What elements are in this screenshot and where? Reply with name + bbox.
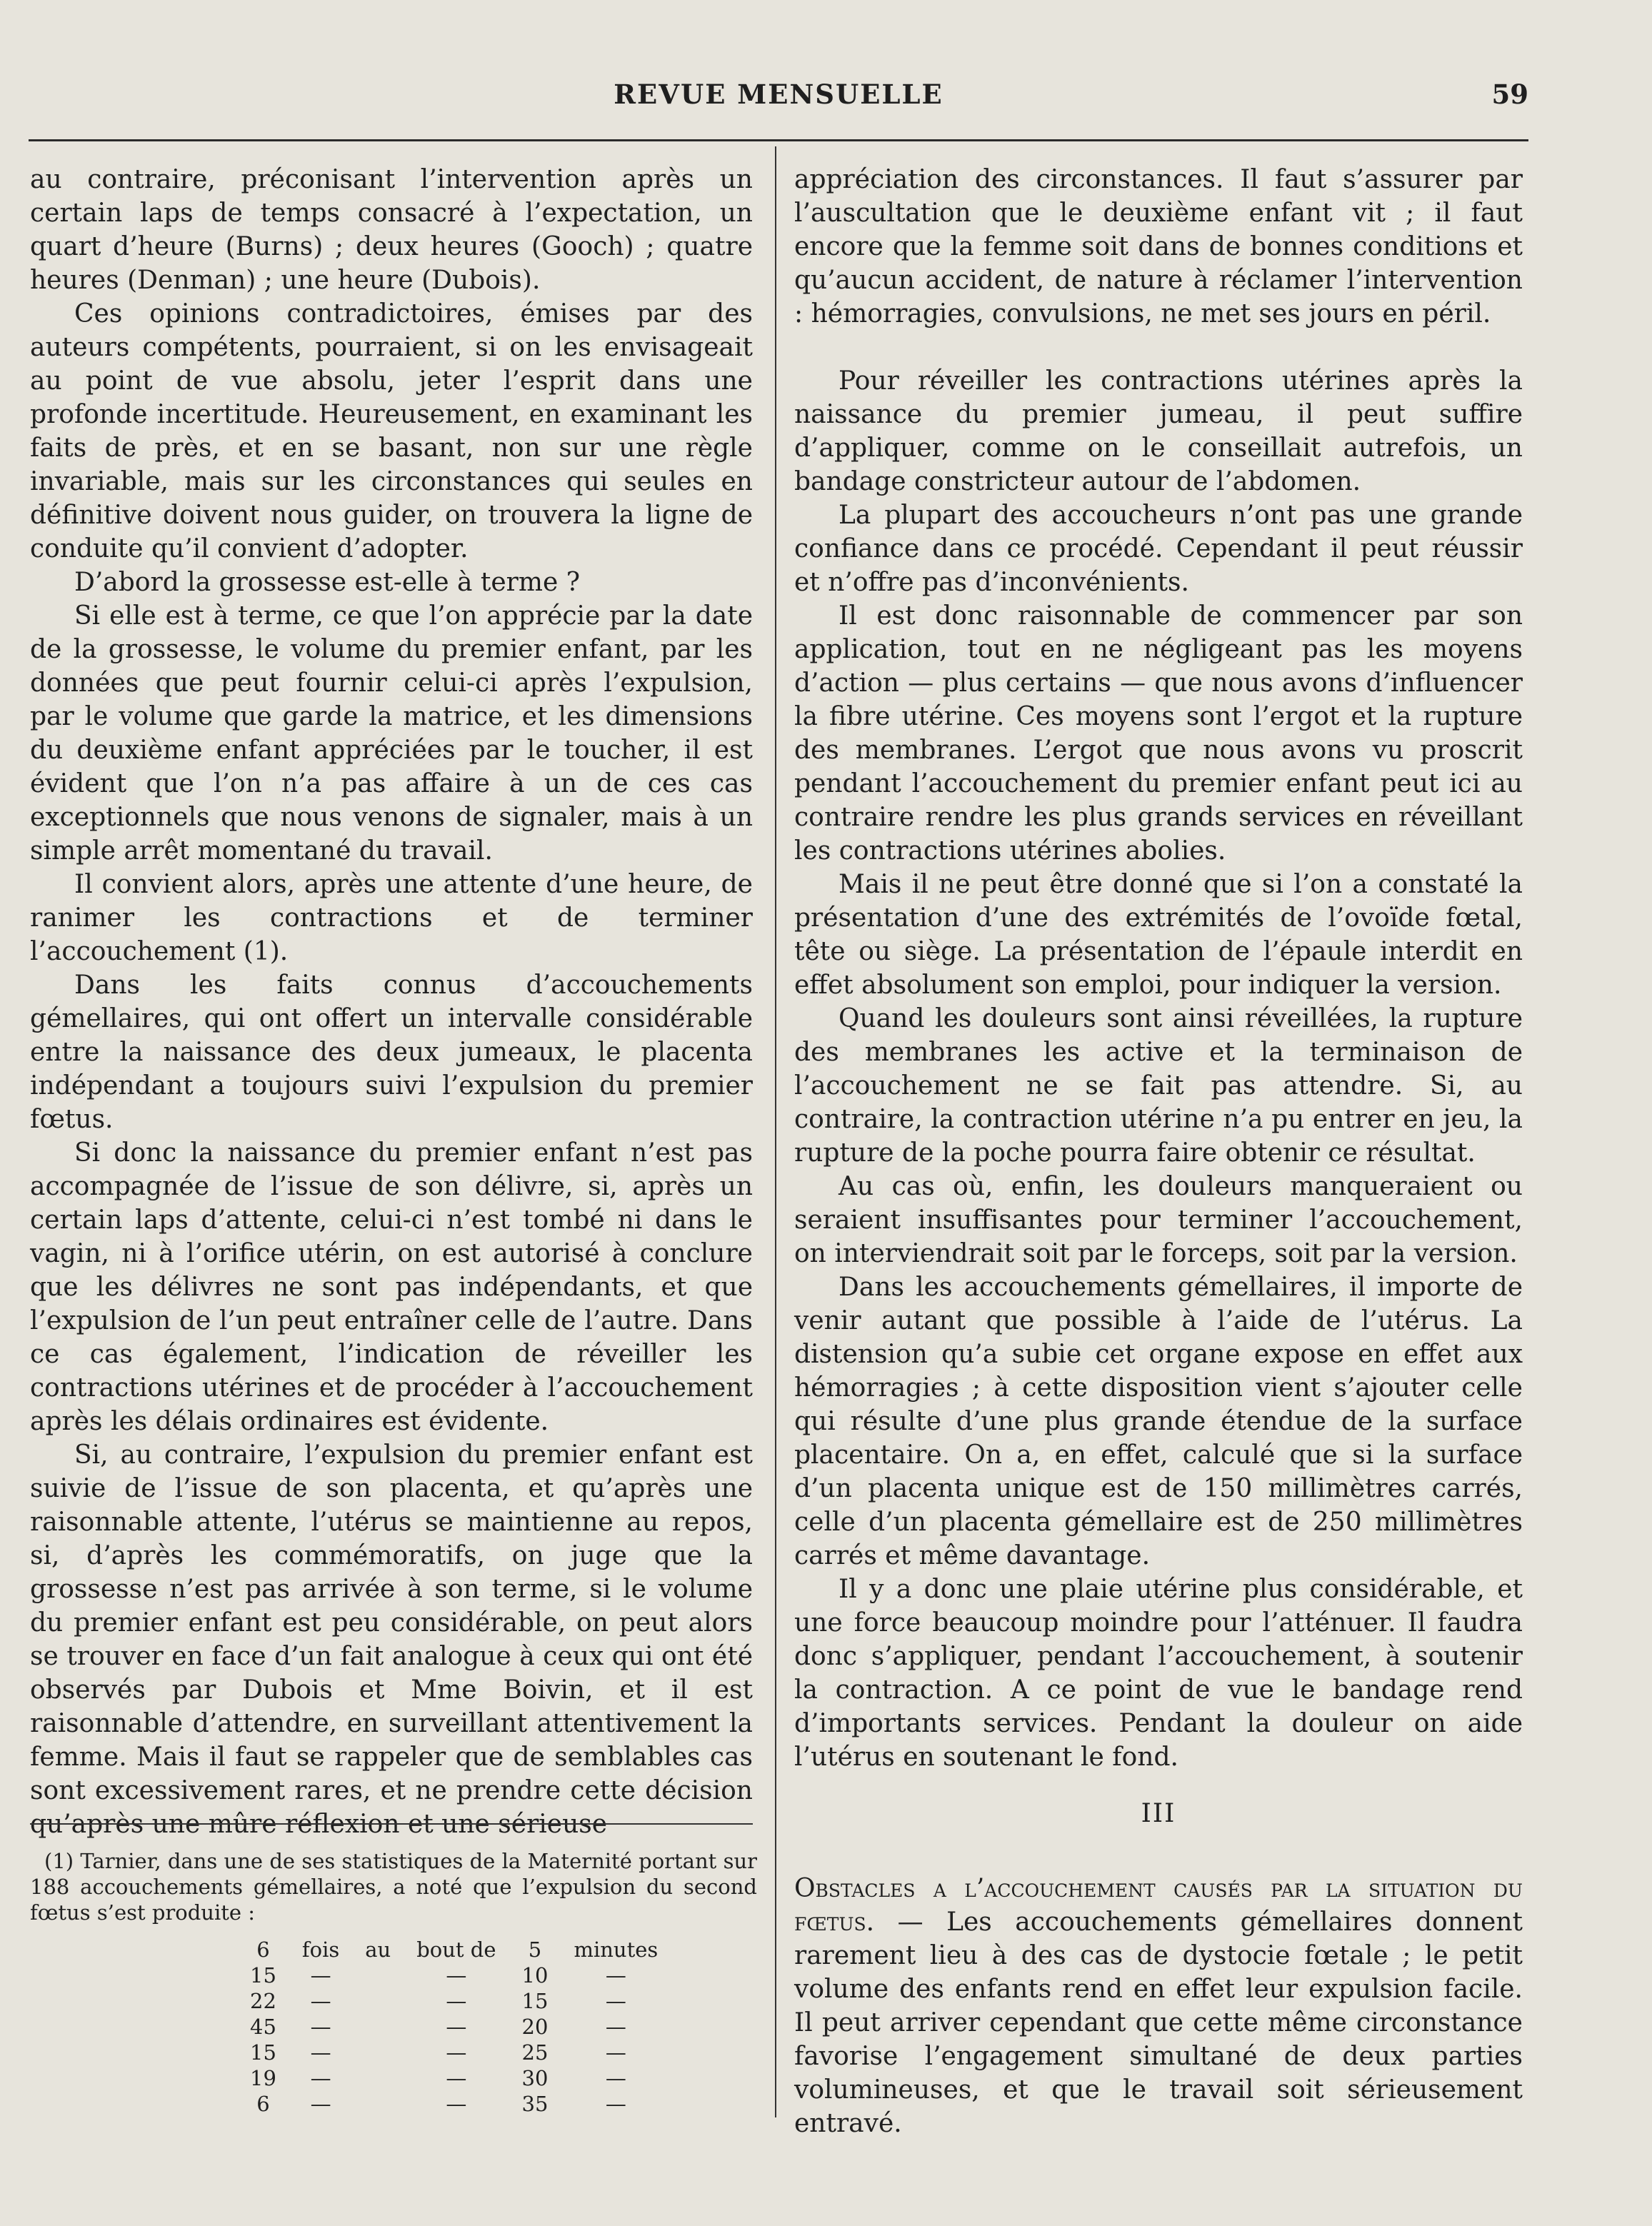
table-cell: bout de [416,1937,496,1962]
section-text: — Les accouchements gémellaires donnent rarement lieu à des cas de dystocie fœtale ; le petit volume des enfants rend en effet leur expulsion facile. Il peut arriver cependant que cette même circonstance favorise l’engagement simultané de deux parties volumineuses, et que le travail soit sérieusement entravé. [794,1907,1523,2138]
table-cell: 20 [521,2015,549,2039]
column-divider [775,146,776,2117]
table-cell: 22 [250,1989,276,2013]
table-cell: 25 [521,2040,549,2065]
paragraph: Ces opinions contradictoires, émises par des auteurs compétents, pourraient, si on les envisageait au point de vue absolu, jeter l’esprit dans une profonde incertitude. Heureusement, en examinant les faits de près, et en se basant, non sur une règle invariable, mais sur les circonstances qui seules en définitive doivent nous guider, on trouvera la ligne de conduite qu’il convient d’adopter. [30,299,753,563]
table-cell: 15 [521,1989,549,2013]
table-cell: minutes [574,1937,659,1962]
left-column [30,163,753,1841]
section-heading: Obstacles a l’accouchement causés par la situation du fœtus. [794,1874,1523,1937]
paragraph: Quand les douleurs sont ainsi réveillées, la rupture des membranes les active et la terminaison de l’accouchement ne se fait pas attendre. Si, au contraire, la contraction utérine n’a pu entrer en jeu, la rupture de la poche pourra faire obtenir ce résultat. [794,1004,1523,1168]
table-cell: — [605,2066,626,2090]
paragraph: Si elle est à terme, ce que l’on apprécie par la date de la grossesse, le volume du premier enfant, par les données que peut fournir celui-ci après l’expulsion, par le volume que garde la matrice, et les dimensions du deuxième enfant appréciées par le toucher, il est évident que l’on n’a pas affaire à un de ces cas exceptionnels que nous venons de signaler, mais à un simple arrêt momentané du travail. [30,601,753,866]
table-cell: — [446,2092,467,2116]
table-cell: — [605,2092,626,2116]
paragraph: Il est donc raisonnable de commencer par son application, tout en ne négligeant pas les moyens d’action — plus certains — que nous avons d’influencer la fibre utérine. Ces moyens sont l’ergot et la rupture des membranes. L’ergot que nous avons vu proscrit pendant l’accouchement du premier enfant peut ici au contraire rendre les plus grands services en réveillant les contractions utérines abolies. [794,601,1523,866]
table-cell: — [446,2015,467,2039]
paragraph: Pour réveiller les contractions utérines après la naissance du premier jumeau, il peut suffire d’appliquer, comme on le conseillait autrefois, un bandage constricteur autour de l’abdomen. [794,366,1523,496]
running-title: REVUE MENSUELLE [614,79,943,110]
table-cell: — [446,2066,467,2090]
paragraph: Si donc la naissance du premier enfant n’est pas accompagnée de l’issue de son délivre, si, après un certain laps d’attente, celui-ci n’est tombé ni dans le vagin, ni à l’orifice utérin, on est autorisé à conclure que les délivres ne sont pas indépendants, et que l’expulsion de l’un peut entraîner celle de l’autre. Dans ce cas également, l’indication de réveiller les contractions utérines et de procéder à l’accouchement après les délais ordinaires est évidente. [30,1138,753,1436]
header-rule [29,139,1528,141]
paragraph: Il y a donc une plaie utérine plus considérable, et une force beaucoup moindre pour l’atténuer. Il faudra donc s’appliquer, pendant l’accouchement, à soutenir la contraction. A ce point de vue le bandage rend d’importants services. Pendant la douleur on aide l’utérus en soutenant le fond. [794,1575,1523,1772]
section-number: III [1141,1799,1176,1828]
table-cell: au [365,1937,391,1962]
table-cell: — [310,2092,331,2116]
table-cell: — [605,2040,626,2065]
footnote-text: (1) Tarnier, dans une de ses statistiques de la Maternité portant sur 188 accouchements gémellaires, a noté que l’expulsion du second fœtus s’est produite : [30,1849,757,1925]
paragraph: Dans les faits connus d’accouchements gémellaires, qui ont offert un intervalle considérable entre la naissance des deux jumeaux, le placenta indépendant a toujours suivi l’expulsion du premier fœtus. [30,971,753,1134]
page-number: 59 [1491,79,1528,110]
table-cell: 15 [250,2040,276,2065]
table-cell: — [310,1989,331,2013]
table-cell: — [446,1963,467,1987]
table-cell: — [446,1989,467,2013]
footnote [30,1848,757,2117]
table-row [237,1988,671,2014]
table-cell: — [310,2015,331,2039]
table-cell: — [310,2040,331,2065]
footnote-rule [30,1823,753,1825]
paragraph: Mais il ne peut être donné que si l’on a constaté la présentation d’une des extrémités de l’ovoïde fœtal, tête ou siège. La présentation de l’épaule interdit en effet absolument son emploi, pour indiquer la version. [794,870,1523,1000]
table-cell: 6 [256,2092,270,2116]
paragraph: Il convient alors, après une attente d’une heure, de ranimer les contractions et de terminer l’accouchement (1). [30,870,753,966]
right-column [794,163,1523,2140]
table-row [237,1962,671,1988]
paragraph: au contraire, préconisant l’intervention après un certain laps de temps consacré à l’expectation, un quart d’heure (Burns) ; deux heures (Gooch) ; quatre heures (Denman) ; une heure (Dubois). [30,165,753,295]
table-cell: 45 [250,2015,276,2039]
section-paragraph [794,1872,1523,2140]
table-cell: — [446,2040,467,2065]
footnote-table [237,1937,671,2117]
table-cell: 15 [250,1963,276,1987]
table-cell: 6 [256,1937,270,1962]
table-cell: 35 [521,2092,549,2116]
table-cell: 19 [250,2066,276,2090]
table-cell: 10 [521,1963,549,1987]
table-row [237,2040,671,2065]
table-cell: fois [301,1937,340,1962]
paragraph: D’abord la grossesse est-elle à terme ? [74,568,581,597]
footnote-table-header [237,1937,671,1962]
table-cell: — [310,1963,331,1987]
table-row [237,2014,671,2040]
table-cell: — [605,1989,626,2013]
paragraph: La plupart des accoucheurs n’ont pas une grande confiance dans ce procédé. Cependant il peut réussir et n’offre pas d’inconvénients. [794,501,1523,597]
page-header [29,79,1528,121]
table-cell: 30 [521,2066,549,2090]
table-cell: 5 [528,1937,542,1962]
table-cell: — [605,1963,626,1987]
paragraph: Si, au contraire, l’expulsion du premier enfant est suivie de l’issue de son placenta, et qu’après une raisonnable attente, l’utérus se maintienne au repos, si, d’après les commémoratifs, on juge que la grossesse n’est pas arrivée à son terme, si le volume du premier enfant est peu considérable, on peut alors se trouver en face d’un fait analogue à ceux qui ont été observés par Dubois et Mme Boivin, et il est raisonnable d’attendre, en surveillant attentivement la femme. Mais il faut se rappeler que de semblables cas sont excessivement rares, et ne prendre cette décision qu’après une mûre réflexion et une sérieuse [30,1440,753,1839]
paragraph: Au cas où, enfin, les douleurs manqueraient ou seraient insuffisantes pour terminer l’accouchement, on interviendrait soit par le forceps, soit par la version. [794,1172,1523,1268]
table-cell: — [605,2015,626,2039]
table-row [237,2065,671,2091]
table-cell: — [310,2066,331,2090]
paragraph: appréciation des circonstances. Il faut s’assurer par l’auscultation que le deuxième enfant vit ; il faut encore que la femme soit dans de bonnes conditions et qu’aucun accident, de nature à réclamer l’intervention : hémorragies, convulsions, ne met ses jours en péril. [794,165,1523,329]
table-row [237,2091,671,2117]
paragraph: Dans les accouchements gémellaires, il importe de venir autant que possible à l’aide de l’utérus. La distension qu’a subie cet organe expose en effet aux hémorragies ; à cette disposition vient s’ajouter celle qui résulte d’une plus grande étendue de la surface placentaire. On a, en effet, calculé que si la surface d’un placenta unique est de 150 millimètres carrés, celle d’un placenta gémellaire est de 250 millimètres carrés et même davantage. [794,1273,1523,1570]
